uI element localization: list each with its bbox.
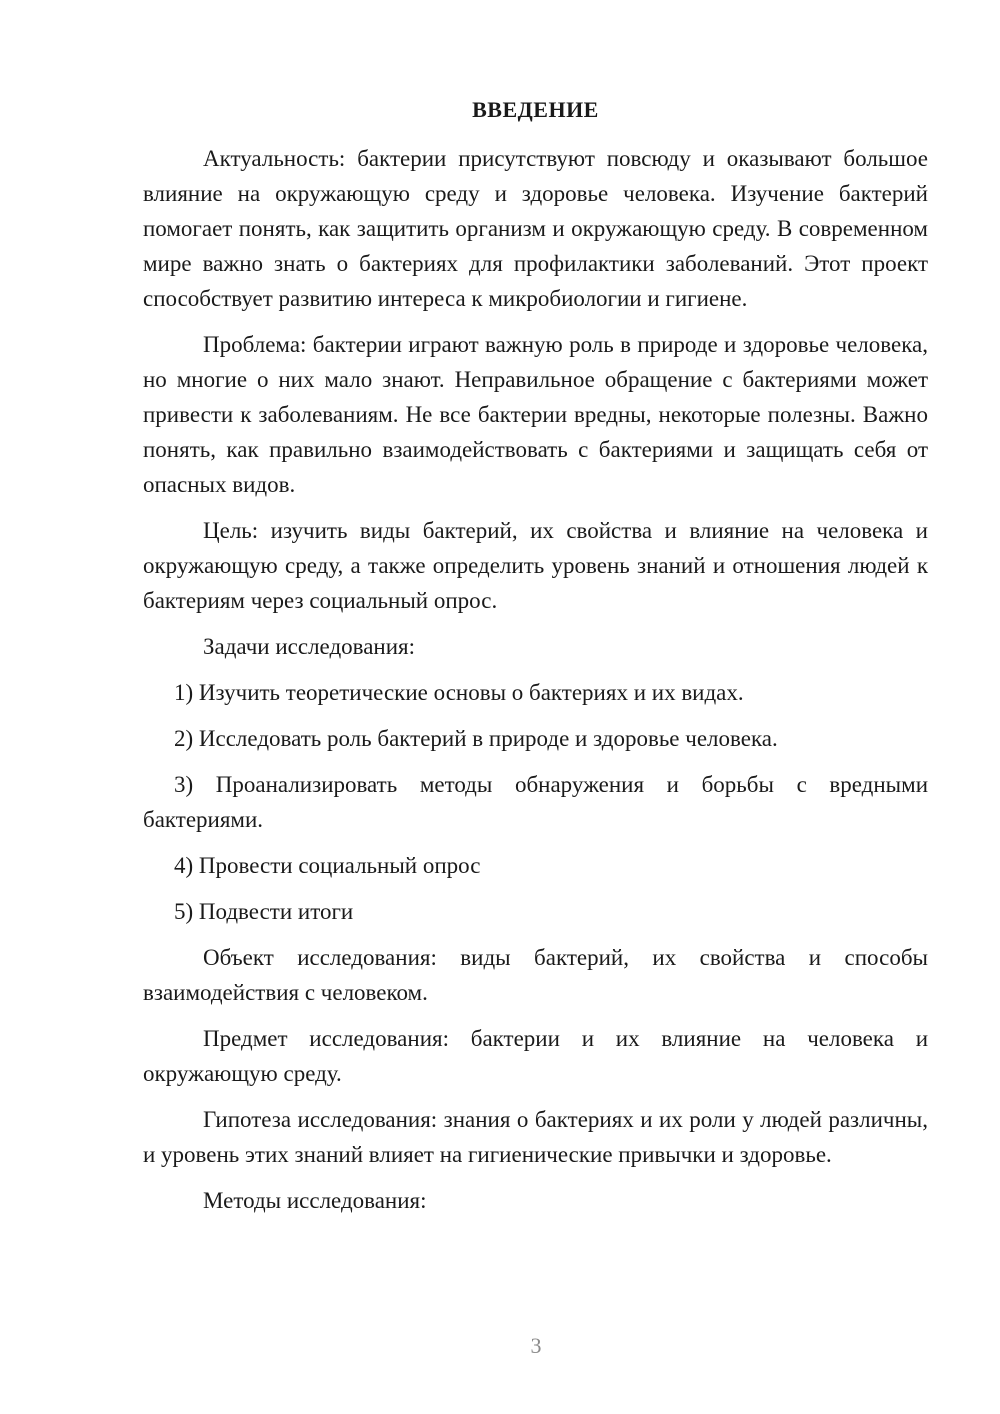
tasks-list [143, 675, 928, 929]
page-number: 3 [530, 1333, 542, 1358]
subject-paragraph: Предмет исследования: бактерии и их влияние на человека и окружающую среду. [143, 1026, 928, 1086]
task-item: 5) Подвести итоги [174, 899, 354, 924]
task-item: 1) Изучить теоретические основы о бактериях и их видах. [174, 680, 744, 705]
relevance-paragraph: Актуальность: бактерии присутствуют повсюду и оказывают большое влияние на окружающую среду и здоровье человека. Изучение бактерий помогает понять, как защитить организм и окружающую среду. В современном мире важно знать о бактериях для профилактики заболеваний. Этот проект способствует развитию интереса к микробиологии и гигиене. [143, 146, 928, 311]
section-title: ВВЕДЕНИЕ [472, 97, 599, 122]
goal-paragraph: Цель: изучить виды бактерий, их свойства и влияние на человека и окружающую среду, а также определить уровень знаний и отношения людей к бактериям через социальный опрос. [143, 518, 928, 613]
task-item: 3) Проанализировать методы обнаружения и борьбы с вредными бактериями. [143, 772, 928, 832]
methods-heading: Методы исследования: [203, 1188, 427, 1213]
task-item: 2) Исследовать роль бактерий в природе и здоровье человека. [174, 726, 778, 751]
hypothesis-paragraph: Гипотеза исследования: знания о бактериях и их роли у людей различны, и уровень этих знаний влияет на гигиенические привычки и здоровье. [143, 1107, 928, 1167]
task-item: 4) Провести социальный опрос [174, 853, 481, 878]
tasks-heading: Задачи исследования: [203, 634, 416, 659]
document-page [143, 92, 928, 1229]
object-paragraph: Объект исследования: виды бактерий, их свойства и способы взаимодействия с человеком. [143, 945, 928, 1005]
problem-paragraph: Проблема: бактерии играют важную роль в природе и здоровье человека, но многие о них мало знают. Неправильное обращение с бактериями может привести к заболеваниям. Не все бактерии вредны, некоторые полезны. Важно понять, как правильно взаимодействовать с бактериями и защищать себя от опасных видов. [143, 332, 928, 497]
